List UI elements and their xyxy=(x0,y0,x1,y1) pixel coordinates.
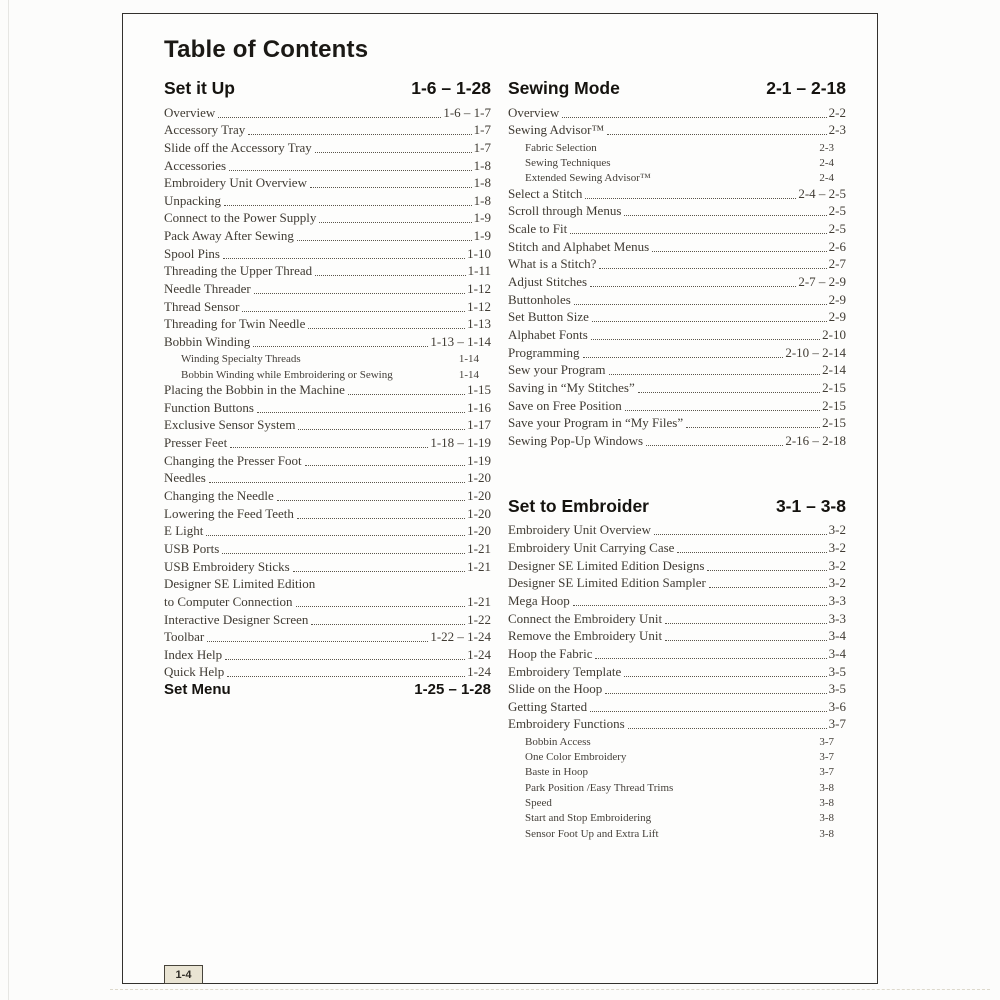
toc-entry-row xyxy=(508,697,846,715)
dot-leader xyxy=(605,693,826,694)
toc-entry-page: 2-9 xyxy=(828,291,846,307)
dot-leader xyxy=(319,222,471,223)
toc-entry-row xyxy=(508,138,846,153)
toc-entry-page: 1-16 xyxy=(467,399,491,415)
manual-page xyxy=(122,13,878,984)
toc-entry-row xyxy=(508,361,846,379)
toc-entry-title: USB Embroidery Sticks xyxy=(164,558,290,574)
toc-entry-title: Connect to the Power Supply xyxy=(164,210,317,226)
toc-entry-page: 3-7 xyxy=(819,766,834,779)
toc-entry-page: 1-13 xyxy=(467,316,491,332)
toc-entry-title: Set Button Size xyxy=(508,309,589,325)
toc-entry-page: 1-9 xyxy=(473,228,491,244)
toc-entry-page: 1-8 xyxy=(473,192,491,208)
toc-entry-page: 2-5 xyxy=(828,203,846,219)
scan-artifact-line xyxy=(110,989,990,990)
dot-leader xyxy=(230,447,428,448)
toc-entry-title: Scroll through Menus xyxy=(508,203,622,219)
toc-entry-title: Sewing Techniques xyxy=(525,156,611,169)
dot-leader xyxy=(257,412,465,413)
toc-entry-page: 2-5 xyxy=(828,221,846,237)
toc-entry-row xyxy=(164,557,491,575)
toc-entry-title: Embroidery Unit Overview xyxy=(508,522,651,538)
toc-entry-page: 1-7 xyxy=(473,139,491,155)
toc-entry-title: Designer SE Limited Edition Sampler xyxy=(508,575,706,591)
dot-leader xyxy=(224,205,472,206)
toc-entry-title: Hoop the Fabric xyxy=(508,645,593,661)
toc-entry-title: Set Menu xyxy=(164,681,231,699)
toc-entry-page: 1-22 – 1-24 xyxy=(430,629,491,645)
toc-entry-title: Designer SE Limited Edition Designs xyxy=(508,557,705,573)
toc-entry-title: Sewing Advisor™ xyxy=(508,122,605,138)
toc-entry-page: 2-4 xyxy=(819,156,834,169)
toc-entry-page: 2-2 xyxy=(828,104,846,120)
toc-entry-page: 3-8 xyxy=(819,796,834,809)
dot-leader xyxy=(227,676,465,677)
toc-entry-row xyxy=(508,680,846,698)
toc-entry-row xyxy=(508,748,846,763)
toc-entry-page: 1-20 xyxy=(467,523,491,539)
toc-entry-title: Embroidery Unit Carrying Case xyxy=(508,540,675,556)
toc-entry-row xyxy=(164,592,491,610)
toc-entry-title: Overview xyxy=(508,104,560,120)
toc-section xyxy=(508,77,846,449)
section-header xyxy=(508,77,846,99)
toc-entry-title: Slide on the Hoop xyxy=(508,681,603,697)
toc-entry-title: Baste in Hoop xyxy=(525,766,588,779)
dot-leader xyxy=(225,659,465,660)
toc-entry-title: Threading for Twin Needle xyxy=(164,316,306,332)
toc-entry-title: Embroidery Unit Overview xyxy=(164,175,307,191)
dot-leader xyxy=(607,134,826,135)
dot-leader xyxy=(242,311,465,312)
dot-leader xyxy=(570,233,826,234)
dot-leader xyxy=(311,624,465,625)
toc-entry-row xyxy=(508,154,846,169)
toc-entry-row xyxy=(508,184,846,202)
toc-entry-page: 1-12 xyxy=(467,298,491,314)
toc-entry-page: 1-8 xyxy=(473,157,491,173)
toc-entry-title: Winding Specialty Threads xyxy=(181,353,301,366)
toc-entry-page: 2-10 – 2-14 xyxy=(785,344,846,360)
toc-entry-row xyxy=(164,575,491,593)
toc-entry-title: Park Position /Easy Thread Trims xyxy=(525,781,674,794)
section-heading: Set it Up xyxy=(164,78,235,98)
toc-entry-row xyxy=(508,325,846,343)
dot-leader xyxy=(298,429,465,430)
toc-entry-page: 1-20 xyxy=(467,505,491,521)
toc-entry-title: Placing the Bobbin in the Machine xyxy=(164,382,345,398)
toc-entry-page: 1-21 xyxy=(467,593,491,609)
toc-entry-page: 1-9 xyxy=(473,210,491,226)
toc-entry-row xyxy=(164,174,491,192)
toc-entry-row xyxy=(164,628,491,646)
dot-leader xyxy=(296,606,466,607)
toc-entry-row xyxy=(164,297,491,315)
dot-leader xyxy=(590,711,827,712)
dot-leader xyxy=(206,535,465,536)
toc-entry-row xyxy=(164,209,491,227)
toc-entry-row xyxy=(164,121,491,139)
toc-entry-page: 2-15 xyxy=(822,379,846,395)
toc-entry-page: 3-2 xyxy=(828,540,846,556)
dot-leader xyxy=(609,374,821,375)
toc-entry-title: Bobbin Winding xyxy=(164,333,251,349)
dot-leader xyxy=(209,482,465,483)
toc-entry-page: 1-24 xyxy=(467,664,491,680)
dot-leader xyxy=(583,357,784,358)
dot-leader xyxy=(628,728,827,729)
dot-leader xyxy=(297,240,472,241)
toc-entry-page: 1-14 xyxy=(458,368,479,381)
toc-entry-row xyxy=(164,663,491,681)
toc-entry-row xyxy=(164,398,491,416)
toc-entry-row xyxy=(164,451,491,469)
toc-entry-row xyxy=(508,103,846,121)
toc-entry-row xyxy=(508,591,846,609)
toc-entry-title: Index Help xyxy=(164,646,223,662)
toc-entry-title: Adjust Stitches xyxy=(508,274,588,290)
toc-entry-row xyxy=(164,279,491,297)
toc-entry-title: Pack Away After Sewing xyxy=(164,228,294,244)
dot-leader xyxy=(573,605,827,606)
toc-entry-row xyxy=(508,794,846,809)
dot-leader xyxy=(665,623,826,624)
toc-column-left xyxy=(164,77,491,700)
toc-entry-title: Overview xyxy=(164,104,216,120)
toc-entry-title: Mega Hoop xyxy=(508,592,570,608)
toc-entry-row xyxy=(164,262,491,280)
toc-entry-page: 1-14 xyxy=(458,353,479,366)
toc-entry-title: Save on Free Position xyxy=(508,397,622,413)
toc-entry-title: Embroidery Template xyxy=(508,663,622,679)
toc-entry-page: 2-4 xyxy=(819,172,834,185)
toc-entry-row xyxy=(164,191,491,209)
toc-entry-row xyxy=(164,315,491,333)
toc-entry-title: Presser Feet xyxy=(164,435,228,451)
toc-entry-title: Embroidery Functions xyxy=(508,716,625,732)
toc-entry-row xyxy=(508,378,846,396)
toc-entry-row xyxy=(164,433,491,451)
toc-entry-page: 3-3 xyxy=(828,610,846,626)
dot-leader xyxy=(562,117,826,118)
dot-leader xyxy=(293,571,465,572)
toc-entry-page: 1-13 – 1-14 xyxy=(430,333,491,349)
toc-entry-row xyxy=(508,343,846,361)
toc-entry-title: Threading the Upper Thread xyxy=(164,263,313,279)
toc-entry-row xyxy=(508,219,846,237)
toc-entry-row xyxy=(508,609,846,627)
toc-entry-row xyxy=(508,169,846,184)
toc-entry-page: 1-19 xyxy=(467,452,491,468)
toc-entry-page: 1-24 xyxy=(467,646,491,662)
toc-entry-row xyxy=(508,308,846,326)
dot-leader xyxy=(709,587,827,588)
dot-leader xyxy=(595,658,826,659)
toc-entry-row xyxy=(508,778,846,793)
toc-entry-title: Accessory Tray xyxy=(164,122,246,138)
toc-entry-row xyxy=(508,396,846,414)
toc-entry-row xyxy=(164,504,491,522)
toc-entry-page: 1-20 xyxy=(467,470,491,486)
toc-entry-page: 1-21 xyxy=(467,540,491,556)
dot-leader xyxy=(652,251,826,252)
toc-entry-row xyxy=(508,121,846,139)
dot-leader xyxy=(305,465,466,466)
toc-entry-title: Needle Threader xyxy=(164,281,251,297)
dot-leader xyxy=(348,394,465,395)
toc-entry-title: Slide off the Accessory Tray xyxy=(164,139,312,155)
toc-column-right xyxy=(508,77,846,840)
dot-leader xyxy=(638,392,820,393)
toc-entry-row xyxy=(164,156,491,174)
dot-leader xyxy=(253,346,428,347)
section-heading: Set to Embroider xyxy=(508,495,649,516)
toc-entry-page: 2-15 xyxy=(822,397,846,413)
toc-entry-title: Save your Program in “My Files” xyxy=(508,415,684,431)
toc-entry-title: Start and Stop Embroidering xyxy=(525,812,652,825)
dot-leader xyxy=(624,215,826,216)
dot-leader xyxy=(310,187,472,188)
dot-leader xyxy=(592,321,827,322)
toc-entry-title: Remove the Embroidery Unit xyxy=(508,628,663,644)
toc-entry-page: 3-7 xyxy=(819,735,834,748)
toc-entry-page: 2-6 xyxy=(828,238,846,254)
dot-leader xyxy=(248,134,471,135)
toc-entry-row xyxy=(508,414,846,432)
dot-leader xyxy=(665,640,826,641)
toc-entry-row xyxy=(508,255,846,273)
toc-entry-title: Thread Sensor xyxy=(164,298,240,314)
section-page-range: 1-6 – 1-28 xyxy=(411,78,491,98)
toc-entry-row xyxy=(508,574,846,592)
toc-entry-title: Sensor Foot Up and Extra Lift xyxy=(525,827,659,840)
toc-entry-row xyxy=(164,350,491,365)
toc-entry-title: Changing the Presser Foot xyxy=(164,452,302,468)
toc-entry-title: Sew your Program xyxy=(508,362,606,378)
toc-entry-page: 3-4 xyxy=(828,628,846,644)
toc-entry-row xyxy=(508,809,846,824)
toc-entry-page: 2-3 xyxy=(828,122,846,138)
toc-entry-page: 3-8 xyxy=(819,827,834,840)
dot-leader xyxy=(223,258,465,259)
section-page-range: 2-1 – 2-18 xyxy=(766,78,846,98)
toc-entry-title: One Color Embroidery xyxy=(525,751,627,764)
toc-entry-page: 3-6 xyxy=(828,698,846,714)
scan-edge-line xyxy=(8,0,9,1000)
toc-entry-row xyxy=(164,381,491,399)
toc-entry-page: 2-7 – 2-9 xyxy=(798,274,846,290)
toc-entry-page: 2-7 xyxy=(828,256,846,272)
toc-entry-row xyxy=(164,365,491,380)
toc-entry-title: Sewing Pop-Up Windows xyxy=(508,432,644,448)
section-header xyxy=(164,77,491,99)
toc-entry-page: 1-20 xyxy=(467,488,491,504)
toc-entry-page: 3-7 xyxy=(819,751,834,764)
toc-entry-title: Interactive Designer Screen xyxy=(164,611,309,627)
toc-entry-title: Function Buttons xyxy=(164,399,254,415)
toc-entry-page: 3-8 xyxy=(819,812,834,825)
toc-entry-page: 3-7 xyxy=(828,716,846,732)
toc-entry-page: 1-10 xyxy=(467,245,491,261)
dot-leader xyxy=(308,328,465,329)
toc-entry-title: Accessories xyxy=(164,157,227,173)
toc-entry-row xyxy=(508,538,846,556)
dot-leader xyxy=(654,534,827,535)
toc-entry-page: 2-15 xyxy=(822,415,846,431)
toc-entry-page: 1-17 xyxy=(467,417,491,433)
toc-entry-page: 1-22 xyxy=(467,611,491,627)
toc-entry-title: Bobbin Access xyxy=(525,735,591,748)
dot-leader xyxy=(315,275,466,276)
toc-entry-page: 3-3 xyxy=(828,592,846,608)
toc-entry-page: 1-7 xyxy=(473,122,491,138)
toc-entry-page: 2-14 xyxy=(822,362,846,378)
toc-entry-title: Lowering the Feed Teeth xyxy=(164,505,294,521)
toc-entry-page: 1-6 – 1-7 xyxy=(443,104,491,120)
toc-entry-row xyxy=(164,522,491,540)
toc-entry-title: to Computer Connection xyxy=(164,593,293,609)
toc-entry-page: 1-21 xyxy=(467,558,491,574)
toc-entry-title: Toolbar xyxy=(164,629,205,645)
dot-leader xyxy=(254,293,465,294)
toc-entry-title: Unpacking xyxy=(164,192,222,208)
toc-entry-title: USB Ports xyxy=(164,540,220,556)
toc-entry-title: Programming xyxy=(508,344,580,360)
toc-entry-title: E Light xyxy=(164,523,204,539)
dot-leader xyxy=(707,570,826,571)
page-title: Table of Contents xyxy=(164,36,369,63)
dot-leader xyxy=(277,500,465,501)
toc-entry-row xyxy=(164,610,491,628)
section-heading: Sewing Mode xyxy=(508,78,620,98)
toc-entry-row xyxy=(508,431,846,449)
page-number: 1-4 xyxy=(175,968,192,981)
toc-entry-row xyxy=(508,715,846,733)
toc-entry-title: Spool Pins xyxy=(164,245,220,261)
toc-entry-title: Fabric Selection xyxy=(525,141,597,154)
toc-entry-row xyxy=(508,521,846,539)
toc-entry-row xyxy=(508,202,846,220)
toc-entry-row xyxy=(508,824,846,839)
toc-entry-row xyxy=(508,290,846,308)
toc-entry-page: 1-15 xyxy=(467,382,491,398)
dot-leader xyxy=(677,552,826,553)
dot-leader xyxy=(624,676,826,677)
toc-entry-row xyxy=(164,645,491,663)
toc-entry-page: 2-9 xyxy=(828,309,846,325)
toc-entry-page: 2-3 xyxy=(819,141,834,154)
toc-entry-row xyxy=(508,556,846,574)
dot-leader xyxy=(315,152,472,153)
toc-entry-page: 3-5 xyxy=(828,663,846,679)
toc-entry-title: What is a Stitch? xyxy=(508,256,597,272)
dot-leader xyxy=(599,268,826,269)
toc-entry-page: 1-11 xyxy=(467,263,491,279)
toc-entry-title: Exclusive Sensor System xyxy=(164,417,296,433)
toc-entry-page: 3-5 xyxy=(828,681,846,697)
toc-entry-row xyxy=(164,416,491,434)
toc-entry-row xyxy=(164,681,491,700)
page-number-box xyxy=(164,965,203,984)
dot-leader xyxy=(218,117,441,118)
toc-entry-row xyxy=(508,732,846,747)
section-page-range: 3-1 – 3-8 xyxy=(775,495,846,516)
toc-entry-page: 3-2 xyxy=(828,522,846,538)
toc-entry-title: Alphabet Fonts xyxy=(508,326,588,342)
dot-leader xyxy=(591,339,820,340)
toc-section xyxy=(164,77,491,700)
toc-entry-row xyxy=(508,237,846,255)
toc-entry-title: Needles xyxy=(164,470,206,486)
dot-leader xyxy=(222,553,465,554)
toc-entry-title: Bobbin Winding while Embroidering or Sewing xyxy=(181,368,393,381)
dot-leader xyxy=(625,410,820,411)
dot-leader xyxy=(590,286,796,287)
toc-entry-row xyxy=(164,332,491,350)
section-header xyxy=(508,495,846,517)
dot-leader xyxy=(686,427,820,428)
toc-entry-row xyxy=(164,103,491,121)
toc-entry-page: 3-2 xyxy=(828,557,846,573)
toc-entry-page: 3-4 xyxy=(828,645,846,661)
toc-entry-page: 1-18 – 1-19 xyxy=(430,435,491,451)
toc-entry-title: Extended Sewing Advisor™ xyxy=(525,172,651,185)
toc-entry-title: Select a Stitch xyxy=(508,185,583,201)
toc-entry-page: 3-8 xyxy=(819,781,834,794)
toc-entry-row xyxy=(508,272,846,290)
dot-leader xyxy=(574,304,827,305)
toc-entry-row xyxy=(164,138,491,156)
toc-entry-page: 3-2 xyxy=(828,575,846,591)
toc-section xyxy=(508,495,846,840)
toc-entry-title: Buttonholes xyxy=(508,291,571,307)
toc-entry-title: Designer SE Limited Edition xyxy=(164,576,316,592)
toc-entry-page: 1-12 xyxy=(467,281,491,297)
toc-entry-title: Getting Started xyxy=(508,698,588,714)
dot-leader xyxy=(207,641,428,642)
toc-entry-row xyxy=(164,244,491,262)
dot-leader xyxy=(229,170,472,171)
toc-entry-title: Saving in “My Stitches” xyxy=(508,379,635,395)
toc-entry-page: 2-4 – 2-5 xyxy=(798,185,846,201)
toc-entry-page: 1-8 xyxy=(473,175,491,191)
dot-leader xyxy=(646,445,783,446)
toc-entry-page: 1-25 – 1-28 xyxy=(414,681,491,699)
toc-entry-title: Speed xyxy=(525,796,552,809)
dot-leader xyxy=(585,198,796,199)
toc-entry-page: 2-10 xyxy=(822,326,846,342)
toc-entry-title: Stitch and Alphabet Menus xyxy=(508,238,650,254)
toc-entry-row xyxy=(508,627,846,645)
toc-entry-title: Scale to Fit xyxy=(508,221,568,237)
toc-entry-title: Changing the Needle xyxy=(164,488,274,504)
toc-entry-row xyxy=(508,662,846,680)
toc-entry-row xyxy=(508,644,846,662)
dot-leader xyxy=(297,518,465,519)
toc-entry-row xyxy=(164,486,491,504)
toc-entry-row xyxy=(164,539,491,557)
toc-entry-row xyxy=(164,469,491,487)
toc-entry-page: 2-16 – 2-18 xyxy=(785,432,846,448)
toc-entry-title: Quick Help xyxy=(164,664,225,680)
toc-entry-title: Connect the Embroidery Unit xyxy=(508,610,663,626)
toc-entry-row xyxy=(164,226,491,244)
toc-entry-row xyxy=(508,763,846,778)
